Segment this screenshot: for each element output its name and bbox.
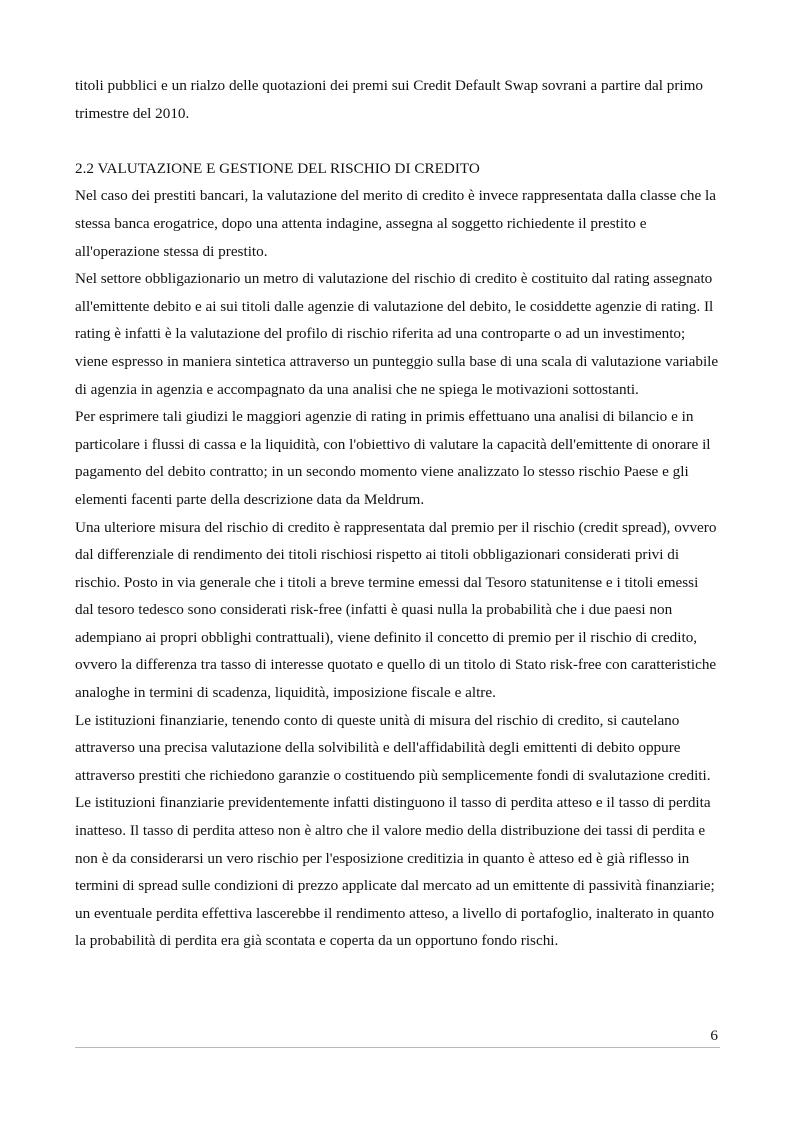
page-number: 6 — [710, 1027, 718, 1044]
paragraph-continuation: titoli pubblici e un rialzo delle quotazioni dei premi sui Credit Default Swap sovrani a partire dal primo trimestre del 2010. — [75, 77, 704, 122]
paragraph-rating-agencies: Per esprimere tali giudizi le maggiori agenzie di rating in primis effettuano una analisi di bilancio e in particolare i flussi di cassa e la liquidità, con l'obiettivo di valutare la capacità dell'emittente di onorare il pagamento del debito contratto; in un secondo momento viene analizzato lo stesso rischio Paese e gli elementi facenti parte della descrizione data da Meldrum. — [75, 408, 711, 508]
paragraph-bank-loans: Nel caso dei prestiti bancari, la valutazione del merito di credito è invece rappresentata dalla classe che la stessa banca erogatrice, dopo una attenta indagine, assegna al soggetto richiedente il prestito e all'operazione stessa di prestito. — [75, 187, 716, 260]
paragraph-bond-rating: Nel settore obbligazionario un metro di valutazione del rischio di credito è costituito dal rating assegnato all'emittente debito e ai sui titoli dalle agenzie di valutazione del debito, le cosiddette agenzie di rating. Il rating è infatti è la valutazione del profilo di rischio riferita ad una controparte o ad un investimento; viene espresso in maniera sintetica attraverso un punteggio sulla base di una scala di valutazione variabile di agenzia in agenzia e accompagnato da una analisi che ne spiega le motivazioni sottostanti. — [75, 270, 719, 398]
paragraph-credit-spread: Una ulteriore misura del rischio di credito è rappresentata dal premio per il rischio (credit spread), ovvero dal differenziale di rendimento dei titoli rischiosi rispetto ai titoli obbligazionari considerati privi di rischio. Posto in via generale che i titoli a breve termine emessi dal Tesoro statunitense e i titoli emessi dal tesoro tedesco sono considerati risk-free (infatti è quasi nulla la probabilità che i due paesi non adempiano ai propri obblighi contrattuali), viene definito il concetto di premio per il rischio di credito, ovvero la differenza tra tasso di interesse quotato e quello di un titolo di Stato risk-free con caratteristiche analoghe in termini di scadenza, liquidità, imposizione fiscale e altre. — [75, 518, 717, 702]
body-text — [75, 72, 720, 955]
footer-divider — [75, 1047, 720, 1048]
paragraph-financial-institutions: Le istituzioni finanziarie, tenendo conto di queste unità di misura del rischio di credito, si cautelano attraverso una precisa valutazione della solvibilità e dell'affidabilità degli emittenti di debito oppure attraverso prestiti che richiedono garanzie o costituendo più semplicemente fondi di svalutazione crediti. Le istituzioni finanziarie previdentemente infatti distinguono il tasso di perdita atteso e il tasso di perdita inatteso. Il tasso di perdita atteso non è altro che il valore medio della distribuzione dei tassi di perdita e non è da considerarsi un vero rischio per l'esposizione creditizia in quanto è atteso ed è già riflesso in termini di spread sulle condizioni di prezzo applicate dal mercato ad un emittente di passività finanziarie; un eventuale perdita effettiva lascerebbe il rendimento atteso, a livello di portafoglio, inalterato in quanto la probabilità di perdita era già scontata e coperta da un opportuno fondo rischi. — [75, 711, 715, 950]
section-heading: 2.2 VALUTAZIONE E GESTIONE DEL RISCHIO DI CREDITO — [75, 159, 480, 177]
